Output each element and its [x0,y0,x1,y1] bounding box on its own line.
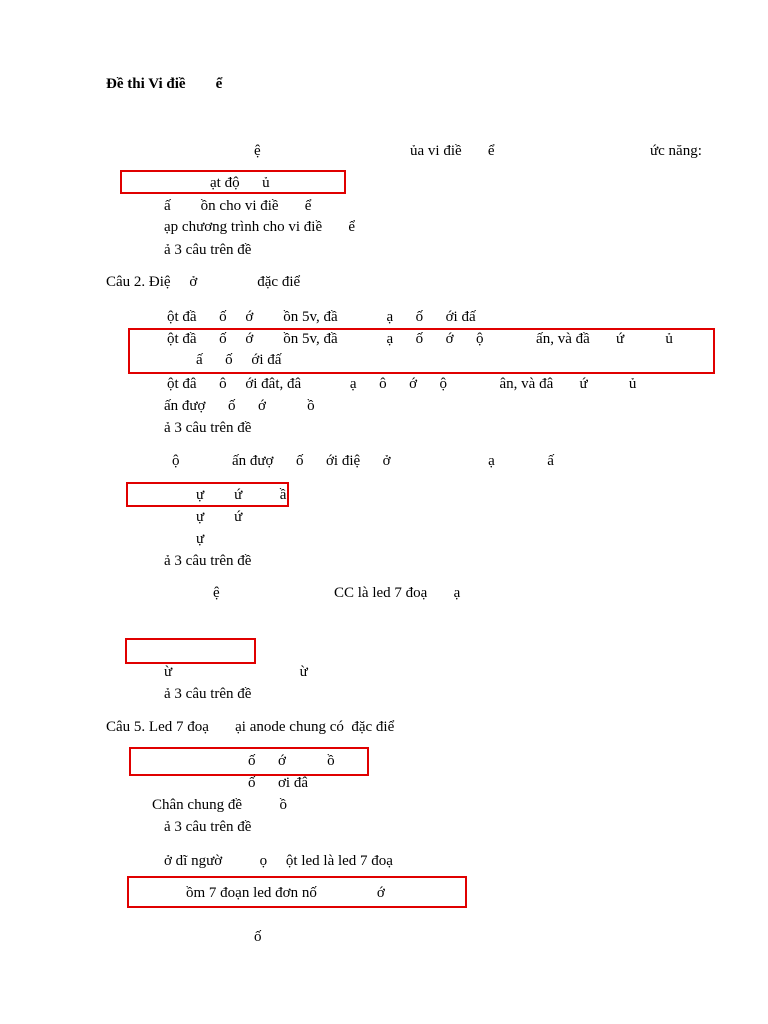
q2-option-c-line1: ột đâ ô ới đât, đâ ạ ô ớ ộ ân, và đâ ứ ủ [167,376,637,392]
q5-option-b: ố ơi đâ [248,775,309,791]
q4-option-c: ả 3 câu trên đề [164,686,252,702]
q1-stem-part-a: ệ [254,143,261,159]
q5-option-c: Chân chung đề ồ [152,797,287,813]
q2-option-b-line1: ột đầ ố ớ ồn 5v, đầ ạ ố ớ ộ ấn, và đầ ứ ủ [167,331,673,347]
q1-option-b: ấ ồn cho vi điề ể [164,198,312,214]
q1-option-a: ạt độ ủ [210,175,270,191]
exam-title: Đề thi Vi điề ể [106,76,223,92]
q6-stem: ở dĩ ngườ ọ ột led là led 7 đoạ [164,853,393,869]
q6-option-b: ố [254,929,262,945]
q2-option-d: ả 3 câu trên đề [164,420,252,436]
q3-option-c: ự [196,531,205,547]
q4-stem-part-a: ệ [213,585,220,601]
q3-stem: ộ ấn đượ ố ới điệ ở ạ ấ [172,453,554,469]
q2-option-c-line2: ấn đượ ố ớ ồ [164,398,315,414]
q1-stem-part-b: ủa vi điề ể [410,143,495,159]
q5-stem: Câu 5. Led 7 đoạ ại anode chung có đặc điể [106,719,395,735]
q2-option-b-line2: ấ ố ới đấ [196,352,282,368]
q4-stem-part-b: CC là led 7 đoạ ạ [334,585,461,601]
q6-option-a: ồm 7 đoạn led đơn nố ớ [186,885,385,901]
q3-option-d: ả 3 câu trên đề [164,553,252,569]
answer-highlight-box [125,638,256,664]
q1-stem-part-c: ức năng: [650,143,702,159]
q1-option-c: ạp chương trình cho vi điề ể [164,219,356,235]
q5-option-a: ố ớ ồ [248,753,335,769]
q3-option-b: ự ứ [196,509,243,525]
q3-option-a: ự ứ ầ [196,487,287,503]
q1-option-d: ả 3 câu trên đề [164,242,252,258]
q2-option-a: ột đầ ố ớ ồn 5v, đầ ạ ố ới đấ [167,309,476,325]
q2-stem: Câu 2. Điệ ở đặc điể [106,274,301,290]
q5-option-d: ả 3 câu trên đề [164,819,252,835]
q4-option-b: ừ ừ [164,664,308,680]
